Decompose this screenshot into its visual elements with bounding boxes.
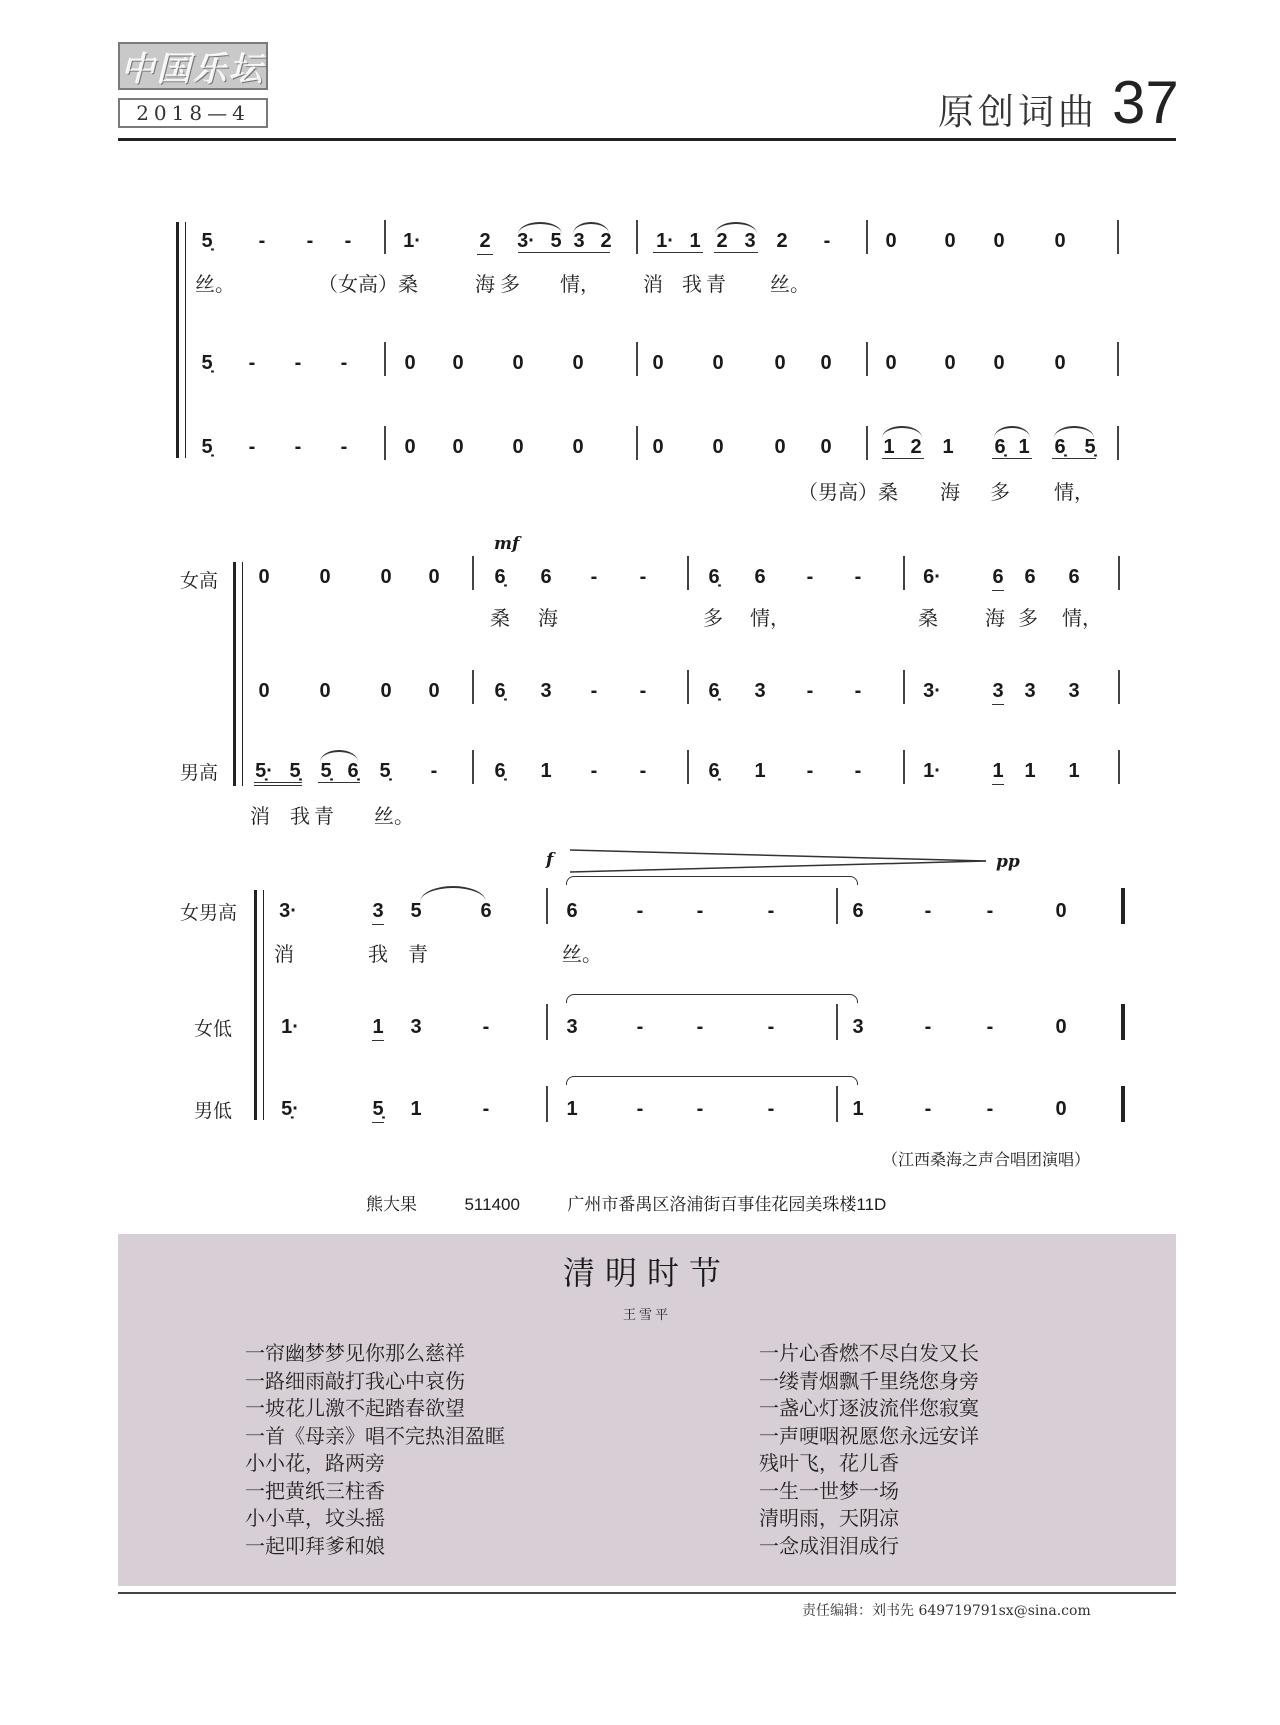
note: 1 [689, 230, 701, 252]
note: 1 [992, 760, 1004, 782]
note: 0 [258, 566, 270, 588]
part-label: 女男高 [180, 902, 238, 924]
barline [1117, 220, 1119, 254]
note: 0 [380, 680, 392, 702]
note: - [767, 1098, 775, 1120]
note: - [986, 1016, 994, 1038]
lyric: 消 [643, 272, 663, 296]
underline [518, 252, 610, 253]
barline [636, 426, 638, 460]
poem-line: 残叶飞，花儿香 [759, 1451, 899, 1475]
barline [1117, 342, 1119, 376]
note: - [806, 760, 814, 782]
note: 0 [428, 566, 440, 588]
note: 0 [404, 352, 416, 374]
lyric: 情， [750, 606, 790, 630]
barline [836, 1004, 838, 1040]
underline [992, 458, 1032, 459]
note: 3 [566, 1016, 578, 1038]
author-name: 熊大果 [366, 1195, 417, 1214]
note: 3 [372, 900, 384, 922]
issue-number: 2018—4 [118, 98, 268, 128]
note: - [986, 900, 994, 922]
note: 5̣ [372, 1098, 384, 1120]
underline [992, 784, 1004, 785]
note: - [294, 436, 302, 458]
note: - [639, 680, 647, 702]
note: 5̣ [201, 230, 213, 252]
note: 6̣ [494, 566, 506, 588]
note: 5̣ [1084, 436, 1096, 458]
slur [420, 886, 486, 902]
note: - [248, 436, 256, 458]
barline [472, 670, 474, 704]
note: 3 [573, 230, 585, 252]
note: 3 [754, 680, 766, 702]
part-label: 男低 [194, 1100, 233, 1122]
note: 1· [281, 1016, 299, 1038]
lyric: 丝。 [562, 942, 602, 966]
poem-left-column [245, 1340, 505, 1560]
note: - [306, 230, 314, 252]
note: - [636, 1016, 644, 1038]
note: 1 [1018, 436, 1030, 458]
underline [882, 458, 924, 459]
note: 2 [776, 230, 788, 252]
note: 0 [774, 352, 786, 374]
barline [472, 750, 474, 784]
slur [994, 426, 1030, 438]
note: 0 [652, 352, 664, 374]
dynamic-pianissimo: pp [996, 852, 1020, 872]
note: 0 [993, 230, 1005, 252]
note: 1 [540, 760, 552, 782]
note: 0 [885, 352, 897, 374]
barline [636, 220, 638, 254]
note: 5 [410, 900, 422, 922]
poem-line: 一把黄纸三柱香 [245, 1478, 385, 1503]
note: 0 [512, 436, 524, 458]
part-label: 男高 [180, 762, 219, 784]
author-address: 广州市番禺区洛浦街百事佳花园美珠楼11D [567, 1195, 887, 1214]
note: 0 [1055, 900, 1067, 922]
lyric: 我 [682, 272, 702, 296]
note: 6 [754, 566, 766, 588]
note: 1 [852, 1098, 864, 1120]
note: 1· [656, 230, 674, 252]
slur [573, 222, 609, 234]
note: - [823, 230, 831, 252]
note: 0 [258, 680, 270, 702]
note: 6̣ [1054, 436, 1066, 458]
underline [318, 782, 360, 783]
footer-rule [118, 1592, 1176, 1594]
barline [546, 888, 548, 924]
note: 0 [319, 566, 331, 588]
lyric: 青 [314, 804, 334, 828]
note: - [430, 760, 438, 782]
barline [546, 1086, 548, 1122]
note: - [590, 566, 598, 588]
barline [1118, 750, 1120, 784]
lyric: 海 [940, 480, 960, 504]
barline [836, 888, 838, 924]
underline [477, 254, 493, 255]
lyric: 我 [290, 804, 310, 828]
note: 6 [1024, 566, 1036, 588]
lyric: （男高）桑 [798, 480, 898, 504]
note: 0 [319, 680, 331, 702]
lyric: 多 [1018, 606, 1038, 630]
note: 1 [372, 1016, 384, 1038]
note: 1 [1068, 760, 1080, 782]
slur [882, 426, 922, 438]
barline [1117, 426, 1119, 460]
note: 0 [428, 680, 440, 702]
note: - [258, 230, 266, 252]
poem-line: 一盏心灯逐波流伴您寂寞 [759, 1396, 979, 1420]
note: 3 [852, 1016, 864, 1038]
barline [687, 750, 689, 784]
note: - [696, 1016, 704, 1038]
final-barline [1121, 1086, 1125, 1122]
note: 6̣ [347, 760, 359, 782]
lyric: 丝。 [195, 272, 235, 296]
lyric: 多 [500, 272, 520, 296]
note: 5̣ [320, 760, 332, 782]
note: 1 [883, 436, 895, 458]
tie [566, 1076, 858, 1085]
lyric: 青 [706, 272, 726, 296]
barline [903, 750, 905, 784]
barline [384, 426, 386, 460]
slur [320, 750, 358, 762]
poem-line: 清明雨，天阴凉 [759, 1506, 899, 1530]
note: 1 [410, 1098, 422, 1120]
barline [836, 1086, 838, 1122]
underline [1052, 458, 1096, 459]
note: 2 [600, 230, 612, 252]
lyric: 海 [475, 272, 495, 296]
barline [472, 556, 474, 590]
underline [992, 590, 1004, 591]
note: 0 [712, 352, 724, 374]
barline [866, 220, 868, 254]
final-barline [1121, 1004, 1125, 1040]
note: 6 [992, 566, 1004, 588]
note: 3· [517, 230, 535, 252]
note: 3· [279, 900, 297, 922]
poem-line: 一念成泪泪成行 [759, 1533, 899, 1558]
note: - [854, 566, 862, 588]
lyric: （女高）桑 [318, 272, 418, 296]
underline [254, 782, 302, 783]
note: - [767, 1016, 775, 1038]
note: 2 [479, 230, 491, 252]
tie [566, 994, 858, 1003]
note: - [340, 436, 348, 458]
poem-line: 一起叩拜爹和娘 [245, 1533, 385, 1558]
system-brace [176, 222, 186, 458]
lyric: 丝。 [374, 804, 414, 828]
page-number: 37 [1112, 69, 1179, 136]
note: 5̣ [201, 436, 213, 458]
note: 6 [566, 900, 578, 922]
lyric: 海 [538, 606, 558, 630]
note: 0 [993, 352, 1005, 374]
note: 0 [1054, 352, 1066, 374]
lyric: 丝。 [770, 272, 810, 296]
note: - [696, 1098, 704, 1120]
note: 6̣ [708, 566, 720, 588]
note: 0 [885, 230, 897, 252]
note: 6̣ [494, 680, 506, 702]
note: 6̣ [994, 436, 1006, 458]
note: 0 [380, 566, 392, 588]
lyric: 桑 [918, 606, 938, 630]
barline [384, 220, 386, 254]
note: - [806, 680, 814, 702]
note: - [854, 760, 862, 782]
poem-line: 一生一世梦一场 [759, 1478, 899, 1503]
note: - [340, 352, 348, 374]
barline [687, 556, 689, 590]
note: - [806, 566, 814, 588]
barline [687, 670, 689, 704]
part-label: 女低 [194, 1018, 233, 1040]
underline [653, 252, 703, 253]
poem-line: 小小花，路两旁 [245, 1451, 385, 1475]
poem-panel [118, 1234, 1176, 1586]
note: 6 [480, 900, 492, 922]
note: 6̣ [494, 760, 506, 782]
dynamic-forte: f [546, 850, 554, 870]
note: 6̣ [708, 760, 720, 782]
underline [372, 924, 384, 925]
note: - [294, 352, 302, 374]
slur [518, 222, 562, 234]
slur [1054, 426, 1094, 438]
poem-line: 一首《母亲》唱不完热泪盈眶 [245, 1423, 505, 1448]
note: 5̣ [289, 760, 301, 782]
note: 6 [1068, 566, 1080, 588]
note: 6 [852, 900, 864, 922]
note: 0 [572, 436, 584, 458]
lyric: 多 [990, 480, 1010, 504]
note: - [482, 1098, 490, 1120]
note: - [924, 900, 932, 922]
note: 3 [410, 1016, 422, 1038]
note: 6· [923, 566, 941, 588]
poem-line: 一片心香燃不尽白发又长 [759, 1341, 979, 1365]
poem-line: 一坡花儿激不起踏春欲望 [245, 1396, 465, 1420]
note: 0 [652, 436, 664, 458]
system-brace [254, 890, 264, 1120]
note: 3 [540, 680, 552, 702]
barline [903, 670, 905, 704]
barline [546, 1004, 548, 1040]
note: 0 [1054, 230, 1066, 252]
note: 3· [923, 680, 941, 702]
note: 6 [540, 566, 552, 588]
author-contact [366, 1190, 886, 1215]
underline [992, 704, 1004, 705]
magazine-masthead: 中国乐坛 [118, 42, 268, 90]
barline [1118, 556, 1120, 590]
poem-title: 清明时节 [562, 1254, 731, 1292]
note: 0 [452, 352, 464, 374]
lyric: 海 [985, 606, 1005, 630]
note: 0 [820, 352, 832, 374]
note: 1· [403, 230, 421, 252]
author-postcode: 511400 [464, 1195, 520, 1214]
note: - [636, 1098, 644, 1120]
note: 0 [1055, 1016, 1067, 1038]
editor-credit: 责任编辑：刘书先 649719791sx@sina.com [802, 1603, 1091, 1619]
note: - [986, 1098, 994, 1120]
note: 5̣ [201, 352, 213, 374]
note: 2 [910, 436, 922, 458]
poem-right-column [759, 1340, 979, 1560]
note: 0 [712, 436, 724, 458]
note: - [590, 680, 598, 702]
barline [636, 342, 638, 376]
note: 0 [1055, 1098, 1067, 1120]
lyric: 情， [560, 272, 600, 296]
poem-line: 一声哽咽祝愿您永远安详 [759, 1423, 979, 1448]
note: - [639, 760, 647, 782]
note: 5̣· [255, 760, 273, 782]
note: 1 [1024, 760, 1036, 782]
note: 0 [944, 352, 956, 374]
note: - [854, 680, 862, 702]
header-rule [118, 138, 1176, 141]
barline [866, 426, 868, 460]
lyric: 我 [368, 942, 388, 966]
note: - [696, 900, 704, 922]
poem-line: 小小草，坟头摇 [245, 1506, 385, 1530]
note: - [636, 900, 644, 922]
note: 3 [992, 680, 1004, 702]
lyric: 消 [250, 804, 270, 828]
section-title: 原创词曲 [938, 92, 1099, 133]
note: 1 [566, 1098, 578, 1120]
note: - [639, 566, 647, 588]
lyric: 多 [703, 606, 723, 630]
slur [715, 222, 757, 234]
final-barline [1121, 888, 1125, 924]
barline [866, 342, 868, 376]
note: 5̣· [281, 1098, 299, 1120]
note: 3 [1024, 680, 1036, 702]
lyric: 桑 [490, 606, 510, 630]
performance-credit: （江西桑海之声合唱团演唱） [882, 1152, 1091, 1169]
barline [384, 342, 386, 376]
note: 1 [942, 436, 954, 458]
system-brace [233, 562, 243, 786]
underline [372, 1122, 384, 1123]
note: 0 [572, 352, 584, 374]
note: 3 [744, 230, 756, 252]
dynamic-marking: mf [494, 534, 520, 554]
note: 0 [404, 436, 416, 458]
underline [372, 1040, 384, 1041]
underline [714, 252, 758, 253]
poem-line: 一路细雨敲打我心中哀伤 [245, 1368, 465, 1393]
note: - [344, 230, 352, 252]
lyric: 情， [1062, 606, 1102, 630]
poem-author: 王雪平 [622, 1308, 671, 1323]
note: - [482, 1016, 490, 1038]
note: 3 [1068, 680, 1080, 702]
tie [566, 876, 858, 885]
lyric: 青 [408, 942, 428, 966]
note: 1· [923, 760, 941, 782]
note: 0 [774, 436, 786, 458]
note: - [767, 900, 775, 922]
note: - [248, 352, 256, 374]
note: 5 [550, 230, 562, 252]
note: 0 [944, 230, 956, 252]
barline [903, 556, 905, 590]
note: 0 [820, 436, 832, 458]
poem-line: 一缕青烟飘千里绕您身旁 [759, 1368, 979, 1393]
underline [254, 785, 302, 786]
decrescendo-hairpin [568, 848, 988, 874]
lyric: 消 [274, 942, 294, 966]
note: 5̣ [379, 760, 391, 782]
note: - [590, 760, 598, 782]
note: 1 [754, 760, 766, 782]
note: - [924, 1016, 932, 1038]
note: 2 [716, 230, 728, 252]
note: 0 [452, 436, 464, 458]
note: 6̣ [708, 680, 720, 702]
note: 0 [512, 352, 524, 374]
note: - [924, 1098, 932, 1120]
lyric: 情， [1054, 480, 1094, 504]
barline [1118, 670, 1120, 704]
part-label: 女高 [180, 570, 219, 592]
poem-line: 一帘幽梦梦见你那么慈祥 [245, 1341, 465, 1365]
